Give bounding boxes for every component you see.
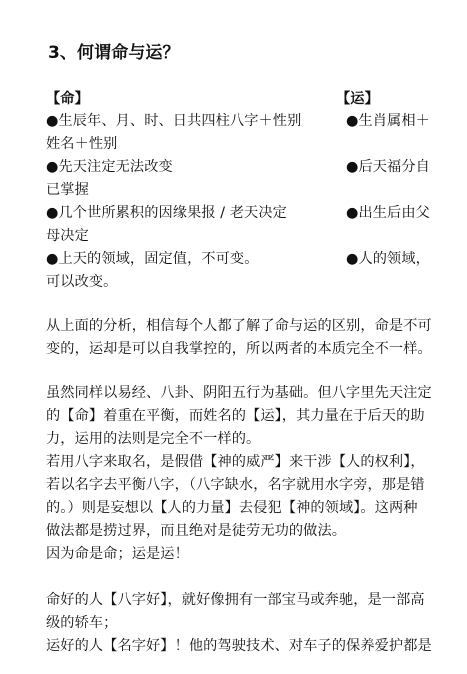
ming-line-4: 已掌握 xyxy=(46,182,89,198)
paragraph-line: 从上面的分析，相信每个人都了解了命与运的区别，命是不可 xyxy=(46,318,432,334)
paragraph-line: 虽然同样以易经、八卦、阴阳五行为基础。但八字里先天注定 xyxy=(46,385,432,401)
yun-line-2: ●后天福分自 xyxy=(346,159,430,175)
paragraph-line: 若用八字来取名，是假借【神的威严】来干涉【人的权利】， xyxy=(46,454,425,470)
paragraph-line: 力，运用的法则是完全不一样的。 xyxy=(46,431,261,447)
yun-line-4: ●人的领域， xyxy=(346,251,430,267)
ming-line-6: 母决定 xyxy=(46,228,89,244)
ming-line-8: 可以改变。 xyxy=(46,274,118,290)
paragraph-line: 做法都是捞过界，而且绝对是徒劳无功的做法。 xyxy=(46,523,347,539)
paragraph-line: 若以名字去平衡八字，（八字缺水，名字就用水字旁，那是错 xyxy=(46,477,425,493)
ming-line-3: ●先天注定无法改变 xyxy=(46,159,173,175)
paragraph-line: 的。）则是妄想以【人的力量】去侵犯【神的领域】。这两种 xyxy=(46,500,418,516)
ming-line-7: ●上天的领域，固定值，不可变。 xyxy=(46,251,259,267)
paragraph-line: 的【命】着重在平衡，而姓名的【运】，其力量在于后天的助 xyxy=(46,408,425,424)
paragraph-line: 因为命是命；运是运！ xyxy=(46,546,189,562)
ming-header: 【命】 xyxy=(46,91,89,107)
paragraph-line: 命好的人【八字好】，就好像拥有一部宝马或奔驰，是一部高 xyxy=(46,592,425,608)
paragraph-line: 变的，运却是可以自我掌控的，所以两者的本质完全不一样。 xyxy=(46,341,432,357)
yun-line-3: ●出生后由父 xyxy=(346,205,430,221)
paragraph-line: 运好的人【名字好】！他的驾驶技术、对车子的保养爱护都是 xyxy=(46,638,432,654)
ming-line-1: ●生辰年、月、时、日共四柱八字＋性别 xyxy=(46,113,302,129)
yun-header: 【运】 xyxy=(336,91,379,107)
paragraph-line: 级的轿车； xyxy=(46,615,118,631)
yun-line-1: ●生肖属相＋ xyxy=(346,113,430,129)
ming-line-5: ●几个世所累积的因缘果报 / 老天决定 xyxy=(46,205,287,221)
section-heading: 3、何谓命与运？ xyxy=(48,43,180,63)
ming-line-2: 姓名＋性别 xyxy=(46,136,118,152)
